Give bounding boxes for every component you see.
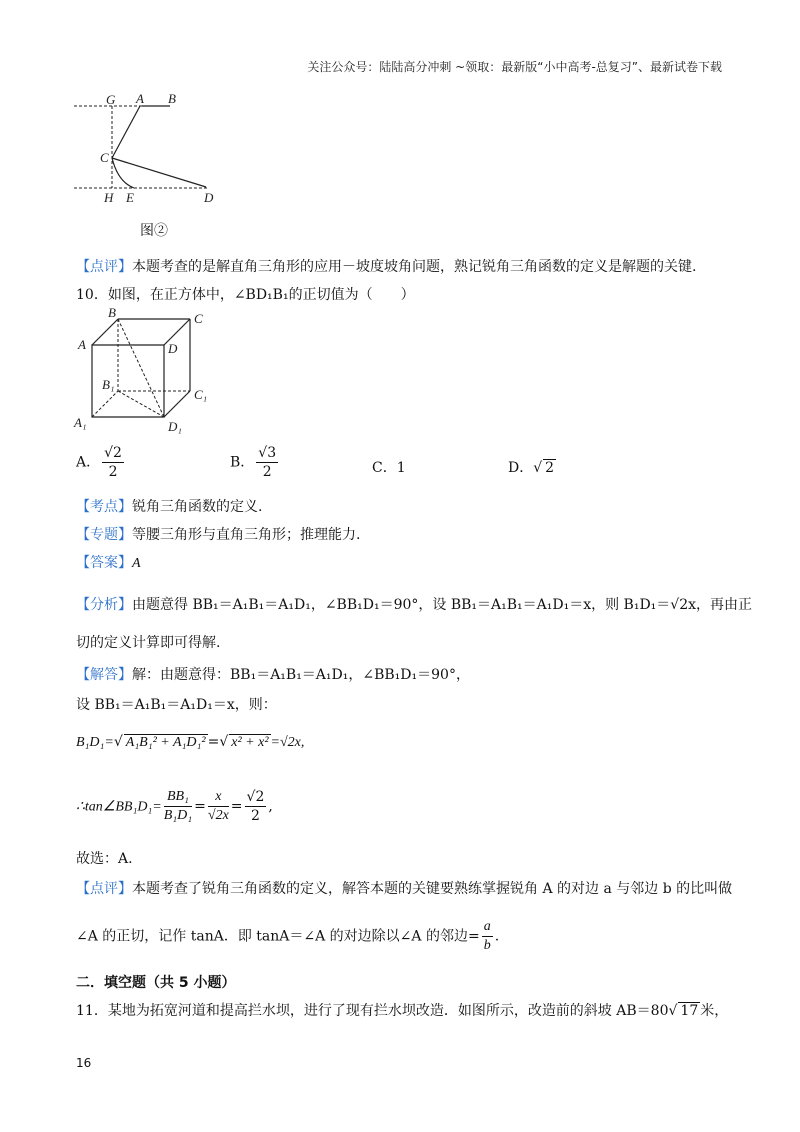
fig2-label-e: E: [126, 190, 134, 205]
option-b-fraction: $\frac{√3}{2}$: [258, 445, 277, 480]
cube-diagram: [72, 305, 222, 435]
fig2-label-h: H: [104, 190, 114, 205]
fig2-label-a: A: [136, 91, 144, 106]
cube-label-b: B: [108, 305, 116, 320]
fenxi-tag: 【分析】: [76, 597, 132, 613]
solution-step-2: B₁D₁=√ A₁B₁² + A₁D₁² =√ x² + x² =√2x,: [76, 734, 305, 750]
solution-step-1: 设 BB₁＝A₁B₁＝A₁D₁＝x，则：: [76, 697, 277, 713]
guxuan: 故选：A.: [76, 851, 133, 867]
question-10-stem: 10．如图，在正方体中，∠BD₁B₁的正切值为（ ）: [76, 287, 415, 303]
figure-2-caption: 图②: [140, 223, 168, 239]
option-a-fraction: $\frac{√2}{2}$: [104, 445, 122, 480]
fenxi-continued: 切的定义计算即可得解.: [76, 635, 221, 651]
option-b[interactable]: [230, 444, 280, 481]
review-2: [76, 878, 732, 898]
solution-step-3: ∴tan∠BB₁D₁= $\frac{\text{BB₁}}{\text{B₁D₁}}$ = $\frac{x}{√2x}$ = $\frac{√2}{2}$ ,: [76, 789, 273, 824]
review-1-tag: 【点评】: [76, 259, 132, 275]
daan-text: A: [132, 556, 141, 571]
fenxi-text: 由题意得 BB₁＝A₁B₁＝A₁D₁，∠BB₁D₁＝90°，设 BB₁＝A₁B₁＝A₁D₁＝x，则 B₁D₁＝√2x，再由正: [132, 597, 753, 613]
jieda: [76, 664, 470, 684]
option-d-label: D．: [508, 460, 534, 476]
page-number: 16: [76, 1056, 92, 1070]
review-2-tag: 【点评】: [76, 881, 132, 897]
question-11: 11．某地为拓宽河道和提高拦水坝，进行了现有拦水坝改造．如图所示，改造前的斜坡 AB＝80√ 17 米，: [76, 1003, 729, 1019]
jieda-tag: 【解答】: [76, 667, 132, 683]
zhuanti: [76, 524, 360, 544]
kaodian-tag: 【考点】: [76, 499, 132, 515]
fig2-label-c: C: [100, 150, 109, 165]
review-1: [76, 256, 696, 276]
section-2-title: 二．填空题（共 5 小题）: [76, 975, 236, 991]
cube-label-a: A: [78, 337, 86, 352]
review-1-text: 本题考查的是解直角三角形的应用－坡度坡角问题，熟记锐角三角函数的定义是解题的关键.: [132, 259, 697, 275]
cube-label-d1: D₁: [168, 419, 182, 434]
cube-label-a1: A₁: [74, 415, 87, 430]
fig2-label-b: B: [168, 91, 176, 106]
zhuanti-text: 等腰三角形与直角三角形；推理能力.: [132, 527, 361, 543]
option-a-label: A．: [76, 454, 101, 471]
cube-label-b1: B₁: [102, 377, 115, 392]
page-header: 关注公众号：陆陆高分冲刺 ~领取：最新版“小中高考-总复习”、最新试卷下载: [307, 60, 722, 74]
daan: [76, 552, 141, 572]
fig2-label-g: G: [106, 92, 116, 107]
cube-label-c: C: [194, 311, 203, 326]
fig2-label-d: D: [204, 190, 214, 205]
kaodian: [76, 496, 262, 516]
figure-2-diagram: [70, 90, 230, 215]
cube-label-d: D: [168, 341, 178, 356]
option-d[interactable]: D．√ 2: [508, 460, 555, 476]
option-a[interactable]: [76, 444, 126, 481]
kaodian-text: 锐角三角函数的定义.: [132, 499, 263, 515]
zhuanti-tag: 【专题】: [76, 527, 132, 543]
jieda-text: 解：由题意得：BB₁＝A₁B₁＝A₁D₁，∠BB₁D₁＝90°，: [132, 667, 470, 683]
review-2-text: 本题考查了锐角三角函数的定义，解答本题的关键要熟练掌握锐角 A 的对边 a 与邻边 b 的比叫做: [132, 881, 733, 897]
review-2-continued: ∠A 的正切，记作 tanA．即 tanA＝∠A 的对边除以∠A 的邻边= $\frac{a}{b}$ .: [76, 919, 500, 953]
daan-tag: 【答案】: [76, 555, 132, 571]
fenxi: [76, 594, 752, 614]
option-c[interactable]: C．1: [372, 460, 406, 476]
cube-label-c1: C₁: [194, 387, 208, 402]
option-b-label: B．: [230, 454, 255, 471]
